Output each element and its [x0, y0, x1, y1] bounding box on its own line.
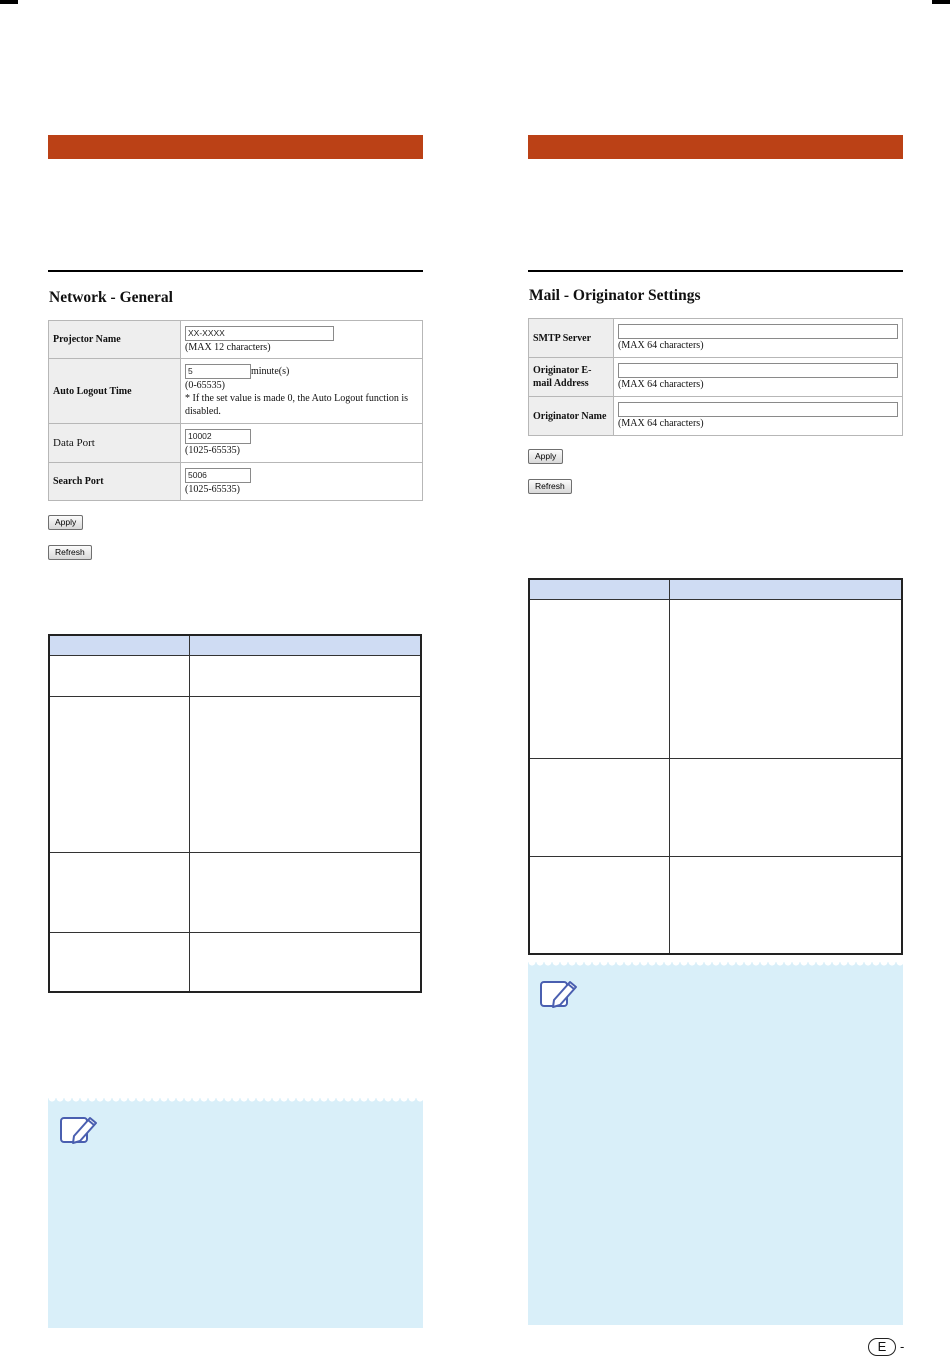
- section-rule: [528, 270, 903, 272]
- projector-name-input[interactable]: XX-XXXX: [185, 326, 334, 341]
- network-general-title: Network - General: [49, 289, 173, 306]
- originator-email-cell: [614, 358, 903, 397]
- note-box: [528, 962, 903, 1325]
- data-port-input[interactable]: 10002: [185, 429, 251, 444]
- section-bar: [48, 135, 423, 159]
- section-bar: [528, 135, 903, 159]
- top-rule-right: [932, 0, 950, 4]
- refresh-button[interactable]: Refresh: [48, 545, 92, 560]
- network-general-form: [48, 320, 423, 501]
- language-badge: E: [868, 1338, 896, 1356]
- smtp-server-input[interactable]: [618, 324, 898, 339]
- description-table-row-line: [530, 758, 901, 759]
- apply-button[interactable]: Apply: [48, 515, 83, 530]
- apply-button[interactable]: Apply: [528, 449, 563, 464]
- description-table: [48, 634, 422, 993]
- search-port-cell: [181, 463, 423, 501]
- mail-originator-title: Mail - Originator Settings: [529, 287, 701, 304]
- section-rule: [48, 270, 423, 272]
- smtp-server-row: [529, 319, 903, 358]
- smtp-server-cell: [614, 319, 903, 358]
- originator-email-hint: (MAX 64 characters): [618, 379, 704, 390]
- auto-logout-row: [49, 359, 423, 424]
- right-column: [528, 0, 903, 1366]
- originator-name-input[interactable]: [618, 402, 898, 417]
- mail-originator-form: [528, 318, 903, 436]
- originator-name-cell: [614, 397, 903, 436]
- description-table-header: [530, 580, 901, 600]
- description-table-divider: [669, 580, 670, 953]
- pencil-note-icon: [60, 1112, 100, 1146]
- projector-name-cell: [181, 321, 423, 359]
- projector-name-hint: (MAX 12 characters): [185, 341, 271, 353]
- page-number-suffix: -: [900, 1339, 905, 1354]
- description-table-row-line: [50, 932, 420, 933]
- originator-name-row: [529, 397, 903, 436]
- search-port-label: Search Port: [49, 463, 181, 501]
- smtp-server-label: SMTP Server: [529, 319, 614, 358]
- auto-logout-note: * If the set value is made 0, the Auto Logout function is disabled.: [185, 393, 409, 417]
- auto-logout-cell: [181, 359, 423, 424]
- search-port-row: [49, 463, 423, 501]
- originator-email-row: [529, 358, 903, 397]
- auto-logout-hint: (0-65535): [185, 380, 225, 391]
- smtp-server-hint: (MAX 64 characters): [618, 340, 704, 351]
- auto-logout-unit: minute(s): [251, 365, 290, 377]
- auto-logout-label: Auto Logout Time: [49, 359, 181, 424]
- note-scallop-edge: [48, 1098, 423, 1106]
- description-table-header: [50, 636, 420, 656]
- refresh-button[interactable]: Refresh: [528, 479, 572, 494]
- pencil-note-icon: [540, 976, 580, 1010]
- left-column: [48, 0, 423, 1366]
- originator-email-input[interactable]: [618, 363, 898, 378]
- originator-email-label: Originator E-mail Address: [529, 358, 614, 397]
- description-table-row-line: [50, 696, 420, 697]
- search-port-input[interactable]: 5006: [185, 468, 251, 483]
- data-port-hint: (1025-65535): [185, 445, 240, 456]
- description-table-divider: [189, 636, 190, 991]
- projector-name-label: Projector Name: [49, 321, 181, 359]
- data-port-cell: [181, 424, 423, 463]
- top-rule-left: [0, 0, 18, 4]
- search-port-hint: (1025-65535): [185, 483, 240, 495]
- description-table: [528, 578, 903, 955]
- originator-name-label: Originator Name: [529, 397, 614, 436]
- note-scallop-edge: [528, 962, 903, 970]
- description-table-row-line: [530, 856, 901, 857]
- note-box: [48, 1098, 423, 1328]
- description-table-row-line: [50, 852, 420, 853]
- data-port-label: Data Port: [49, 424, 181, 463]
- data-port-row: [49, 424, 423, 463]
- originator-name-hint: (MAX 64 characters): [618, 418, 704, 429]
- auto-logout-input[interactable]: 5: [185, 364, 251, 379]
- page-footer: [868, 1338, 908, 1358]
- projector-name-row: [49, 321, 423, 359]
